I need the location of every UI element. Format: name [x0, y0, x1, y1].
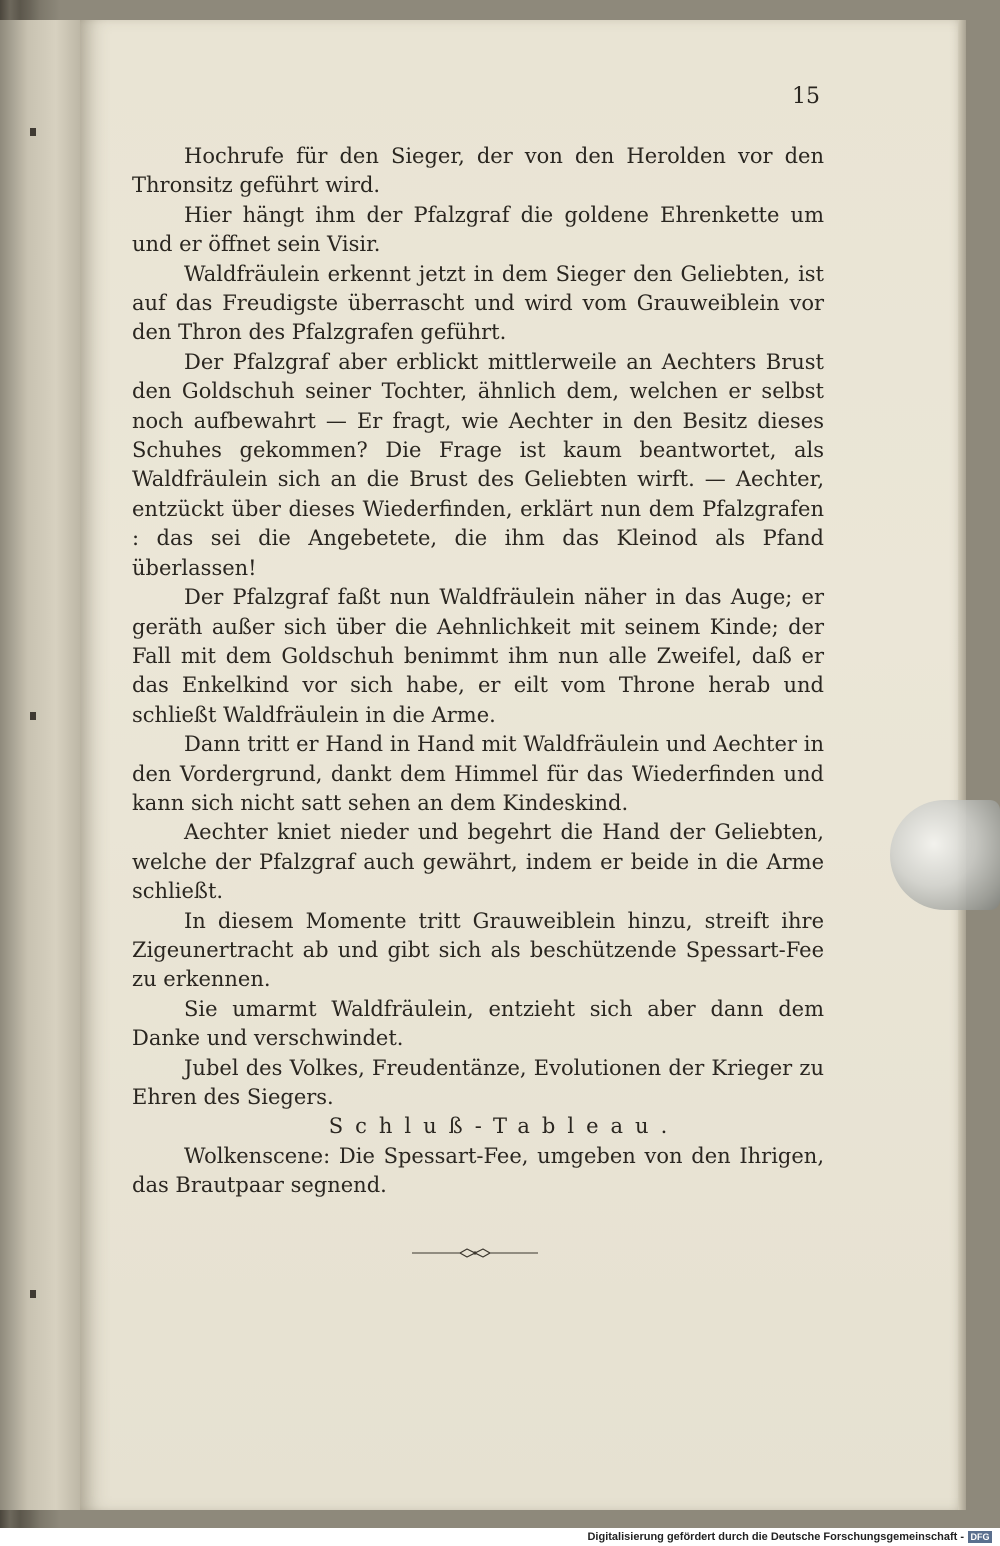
paragraph: Der Pfalzgraf faßt nun Waldfräulein näher in das Auge; er geräth außer sich über die Aehnlichkeit mit seinem Kinde; der Fall mit dem Goldschuh benimmt ihm nun alle Zweifel, daß er das Enkelkind vor sich habe, er eilt vom Throne herab und schließt Waldfräulein in die Arme.	[132, 585, 824, 727]
page-number: 15	[792, 84, 820, 109]
page-edge-right	[958, 20, 966, 1510]
binding-mark	[30, 128, 36, 136]
paragraph: In diesem Momente tritt Grauweiblein hinzu, streift ihre Zigeunertracht ab und gibt sich als beschützende Spessart-Fee zu erkennen.	[132, 908, 824, 992]
binding-mark	[30, 712, 36, 720]
binding-mark	[30, 1290, 36, 1298]
section-heading: Schluß-Tableau.	[328, 1114, 680, 1139]
dfg-logo: DFG	[968, 1531, 992, 1543]
paragraph: Aechter kniet nieder und begehrt die Hand der Geliebten, welche der Pfalzgraf auch gewährt, indem er beide in die Arme schließt.	[132, 820, 824, 904]
page-text	[132, 142, 824, 1201]
paragraph: Der Pfalzgraf aber erblickt mittlerweile an Aechters Brust den Goldschuh seiner Tochter, ähnlich dem, welchen er selbst noch aufbewahrt — Er fragt, wie Aechter in den Besitz dieses Schuhes gekommen? Die Frage ist kaum beantwortet, als Waldfräulein sich an die Brust des Geliebten wirft. — Aechter, entzückt über dieses Wiederfinden, erklärt nun dem Pfalzgrafen : das sei die Angebetete, die ihm das Kleinod als Pfand überlassen!	[132, 349, 824, 580]
paper-clip	[890, 800, 1000, 910]
footer-bar	[0, 1528, 1000, 1546]
paragraph: Jubel des Volkes, Freudentänze, Evolutionen der Krieger zu Ehren des Siegers.	[132, 1055, 824, 1109]
paragraph: Sie umarmt Waldfräulein, entzieht sich aber dann dem Danke und verschwindet.	[132, 996, 824, 1051]
footer-text: Digitalisierung gefördert durch die Deutsche Forschungsgemeinschaft -	[587, 1531, 964, 1543]
paragraph: Waldfräulein erkennt jetzt in dem Sieger den Geliebten, ist auf das Freudigste überrascht und wird vom Grauweiblein vor den Thron des Pfalzgrafen geführt.	[132, 261, 824, 345]
paragraph: Hochrufe für den Sieger, der von den Herolden vor den Thronsitz geführt wird.	[132, 144, 824, 198]
paragraph: Hier hängt ihm der Pfalzgraf die goldene Ehrenkette um und er öffnet sein Visir.	[132, 202, 824, 257]
paragraph: Dann tritt er Hand in Hand mit Waldfräulein und Aechter in den Vordergrund, dankt dem Himmel für das Wiederfinden und kann sich nicht satt sehen an dem Kindeskind.	[132, 732, 824, 815]
ornament-divider	[412, 1245, 538, 1261]
left-page-edge	[0, 20, 81, 1510]
paragraph: Wolkenscene: Die Spessart-Fee, umgeben von den Ihrigen, das Brautpaar segnend.	[132, 1143, 824, 1198]
